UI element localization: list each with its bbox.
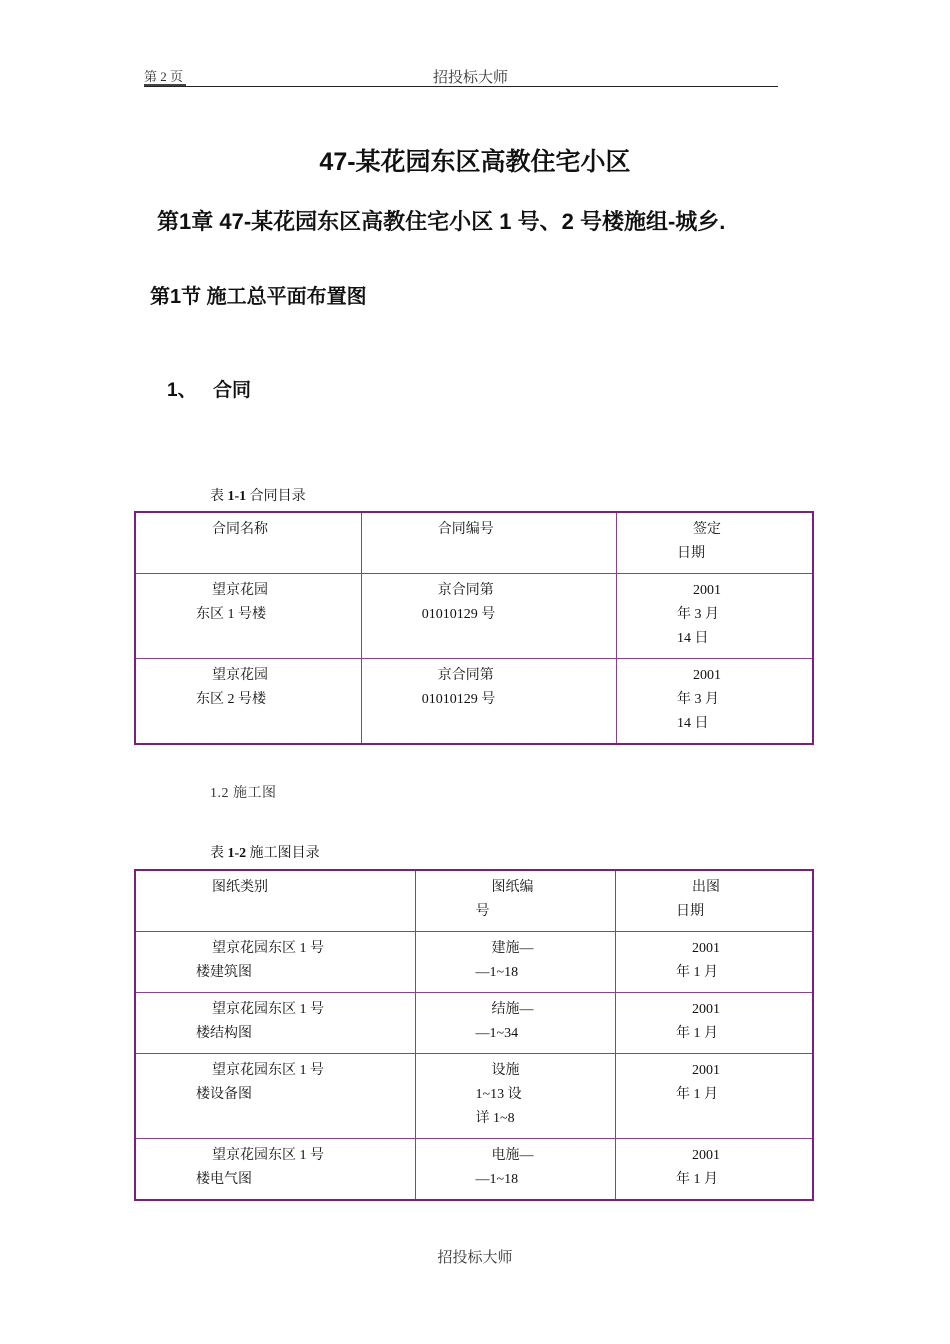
header-text: 签定 [692,522,721,537]
cell-text: 2001 [691,1148,720,1163]
cell-text: 14 日 [676,716,709,731]
table1-caption [210,485,306,505]
cell-text: 年 3 月 [676,607,719,622]
cell-text: 东区 1 号楼 [196,607,266,622]
cell-text: 楼结构图 [196,1026,252,1041]
table-cell [616,659,813,745]
table-row [135,1054,813,1139]
cell-text: 01010129 号 [421,692,496,707]
header-text: 出图 [691,880,720,895]
table2-caption-number: 1-2 [227,846,247,861]
table-row [135,659,813,745]
table-row [135,574,813,659]
cell-text: 望京花园东区 1 号 [212,1063,324,1078]
table-cell [135,574,361,659]
table-cell [361,574,616,659]
subsection-label: 合同 [213,380,252,401]
cell-text: 望京花园 [212,668,268,683]
subsection-heading [167,375,251,402]
cell-text: 2001 [691,941,720,956]
table-cell [615,993,813,1054]
cell-text: 楼电气图 [196,1172,252,1187]
cell-text: 东区 2 号楼 [196,692,266,707]
table-row [135,932,813,993]
cell-text: 望京花园东区 1 号 [212,941,324,956]
table-row [135,993,813,1054]
cell-text: 年 1 月 [675,1026,718,1041]
table-cell [135,659,361,745]
header-text: 图纸编 [491,880,534,895]
document-title: 47-某花园东区高教住宅小区 [319,148,631,176]
table-row [135,1139,813,1201]
header-text: 图纸类别 [212,880,268,895]
cell-text: —1~34 [475,1026,519,1041]
table-cell [615,1139,813,1201]
table-header-cell [135,512,361,574]
header-text: 日期 [675,904,704,919]
table-header-cell [361,512,616,574]
cell-text: 望京花园东区 1 号 [212,1002,324,1017]
contract-table [134,511,814,745]
table-cell [135,932,415,993]
table-cell [415,993,615,1054]
cell-text: 14 日 [676,631,709,646]
table-cell [415,1054,615,1139]
table-header-row [135,512,813,574]
cell-text: 年 1 月 [675,965,718,980]
table1-caption-text: 合同目录 [246,489,306,504]
footer-text: 招投标大师 [437,1250,513,1266]
cell-text: 年 1 月 [675,1087,718,1102]
subsection-1-2: 1.2 施工图 [210,786,277,801]
table-header-cell [616,512,813,574]
header-text: 号 [475,904,490,919]
header-text: 合同编号 [437,522,494,537]
cell-text: 楼设备图 [196,1087,252,1102]
drawing-table [134,869,814,1201]
cell-text: 京合同第 [437,583,494,598]
table-cell [135,1054,415,1139]
cell-text: 年 1 月 [675,1172,718,1187]
header-text: 合同名称 [212,522,268,537]
table-cell [415,1139,615,1201]
header-rule [144,86,778,87]
cell-text: 2001 [691,1063,720,1078]
table-cell [616,574,813,659]
cell-text: 望京花园 [212,583,268,598]
cell-text: —1~18 [475,965,519,980]
table2-caption-text: 施工图目录 [246,846,320,861]
cell-text: 楼建筑图 [196,965,252,980]
subsection-number: 1、 [167,380,197,401]
section-heading: 第1节 施工总平面布置图 [150,286,367,308]
header-title: 招投标大师 [433,70,509,86]
cell-text: 电施— [491,1148,534,1163]
table-header-row [135,870,813,932]
cell-text: 京合同第 [437,668,494,683]
header-text: 日期 [676,546,705,561]
table1-caption-number: 1-1 [227,489,247,504]
cell-text: 01010129 号 [421,607,496,622]
page-number: 第 2 页 [144,69,184,84]
table-cell [615,1054,813,1139]
table-cell [615,932,813,993]
chapter-heading: 第1章 47-某花园东区高教住宅小区 1 号、2 号楼施组-城乡. [157,209,726,234]
cell-text: 2001 [691,1002,720,1017]
cell-text: —1~18 [475,1172,519,1187]
table2-caption-prefix: 表 [210,846,228,861]
cell-text: 年 3 月 [676,692,719,707]
table1-caption-prefix: 表 [210,489,228,504]
table-header-cell [135,870,415,932]
table-header-cell [415,870,615,932]
cell-text: 详 1~8 [475,1111,515,1126]
cell-text: 设施 [491,1063,520,1078]
table2-caption [210,842,320,862]
cell-text: 望京花园东区 1 号 [212,1148,324,1163]
cell-text: 1~13 设 [475,1087,522,1102]
table-cell [361,659,616,745]
table-cell [415,932,615,993]
table-cell [135,993,415,1054]
cell-text: 2001 [692,583,721,598]
table-header-cell [615,870,813,932]
cell-text: 建施— [491,941,534,956]
table-cell [135,1139,415,1201]
cell-text: 结施— [491,1002,534,1017]
cell-text: 2001 [692,668,721,683]
